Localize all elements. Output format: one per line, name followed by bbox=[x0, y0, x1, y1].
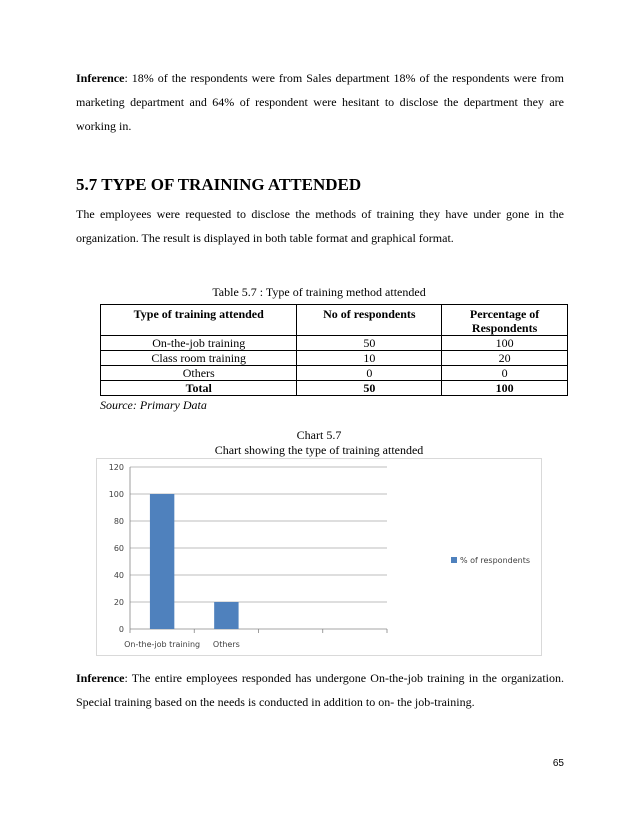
table-cell: Total bbox=[101, 381, 297, 396]
header-percentage: Percentage of Respondents bbox=[442, 305, 568, 336]
table-header-row bbox=[101, 305, 568, 336]
table-cell: 0 bbox=[442, 366, 568, 381]
section-heading: 5.7 TYPE OF TRAINING ATTENDED bbox=[76, 175, 362, 194]
table-caption: Table 5.7 : Type of training method attended bbox=[212, 285, 426, 299]
table-row bbox=[101, 366, 568, 381]
y-tick-label: 20 bbox=[113, 598, 124, 607]
y-tick-label: 60 bbox=[113, 544, 124, 553]
table-cell: 20 bbox=[442, 351, 568, 366]
chart-caption bbox=[0, 428, 638, 458]
inference-label: Inference bbox=[76, 71, 125, 85]
chart-canvas bbox=[97, 459, 541, 655]
training-table bbox=[100, 304, 568, 396]
header-type: Type of training attended bbox=[101, 305, 297, 336]
table-cell: 100 bbox=[442, 336, 568, 351]
header-count: No of respondents bbox=[297, 305, 442, 336]
table-cell: 100 bbox=[442, 381, 568, 396]
legend-swatch bbox=[451, 557, 457, 563]
inference-text: : 18% of the respondents were from Sales department 18% of the respondents were from marketing department and 64% of respondent were hesitant to disclose the department they are working in. bbox=[76, 71, 564, 133]
bar bbox=[150, 494, 174, 629]
table-cell: 50 bbox=[297, 381, 442, 396]
table-cell: On-the-job training bbox=[101, 336, 297, 351]
table-source: Source: Primary Data bbox=[100, 398, 207, 412]
table-cell: Class room training bbox=[101, 351, 297, 366]
bar bbox=[214, 602, 238, 629]
chart-title: Chart showing the type of training attended bbox=[214, 443, 424, 457]
y-tick-label: 0 bbox=[118, 625, 124, 634]
table-cell: 0 bbox=[297, 366, 442, 381]
y-tick-label: 40 bbox=[113, 571, 124, 580]
table-row bbox=[101, 336, 568, 351]
chart-number: Chart 5.7 bbox=[296, 428, 342, 442]
y-tick-label: 80 bbox=[113, 517, 124, 526]
inference-label: Inference bbox=[76, 671, 125, 685]
intro-paragraph: The employees were requested to disclose the methods of training they have under gone in the organization. The result is displayed in both table format and graphical format. bbox=[76, 207, 564, 245]
bar-chart bbox=[96, 458, 542, 656]
table-row bbox=[101, 351, 568, 366]
table-cell: Others bbox=[101, 366, 297, 381]
x-tick-label: On-the-job training bbox=[124, 640, 201, 649]
table-cell: 50 bbox=[297, 336, 442, 351]
page-number: 65 bbox=[552, 758, 564, 769]
y-tick-label: 120 bbox=[108, 463, 124, 472]
inference-text: : The entire employees responded has undergone On-the-job training in the organization. Special training based on the needs is conducted in addition to on- the job-training. bbox=[76, 671, 564, 709]
inference-paragraph-1 bbox=[76, 66, 564, 138]
y-tick-label: 100 bbox=[108, 490, 124, 499]
x-tick-label: Others bbox=[212, 640, 240, 649]
inference-paragraph-2 bbox=[76, 666, 564, 714]
table-cell: 10 bbox=[297, 351, 442, 366]
legend-label: % of respondents bbox=[460, 556, 531, 565]
table-total-row bbox=[101, 381, 568, 396]
